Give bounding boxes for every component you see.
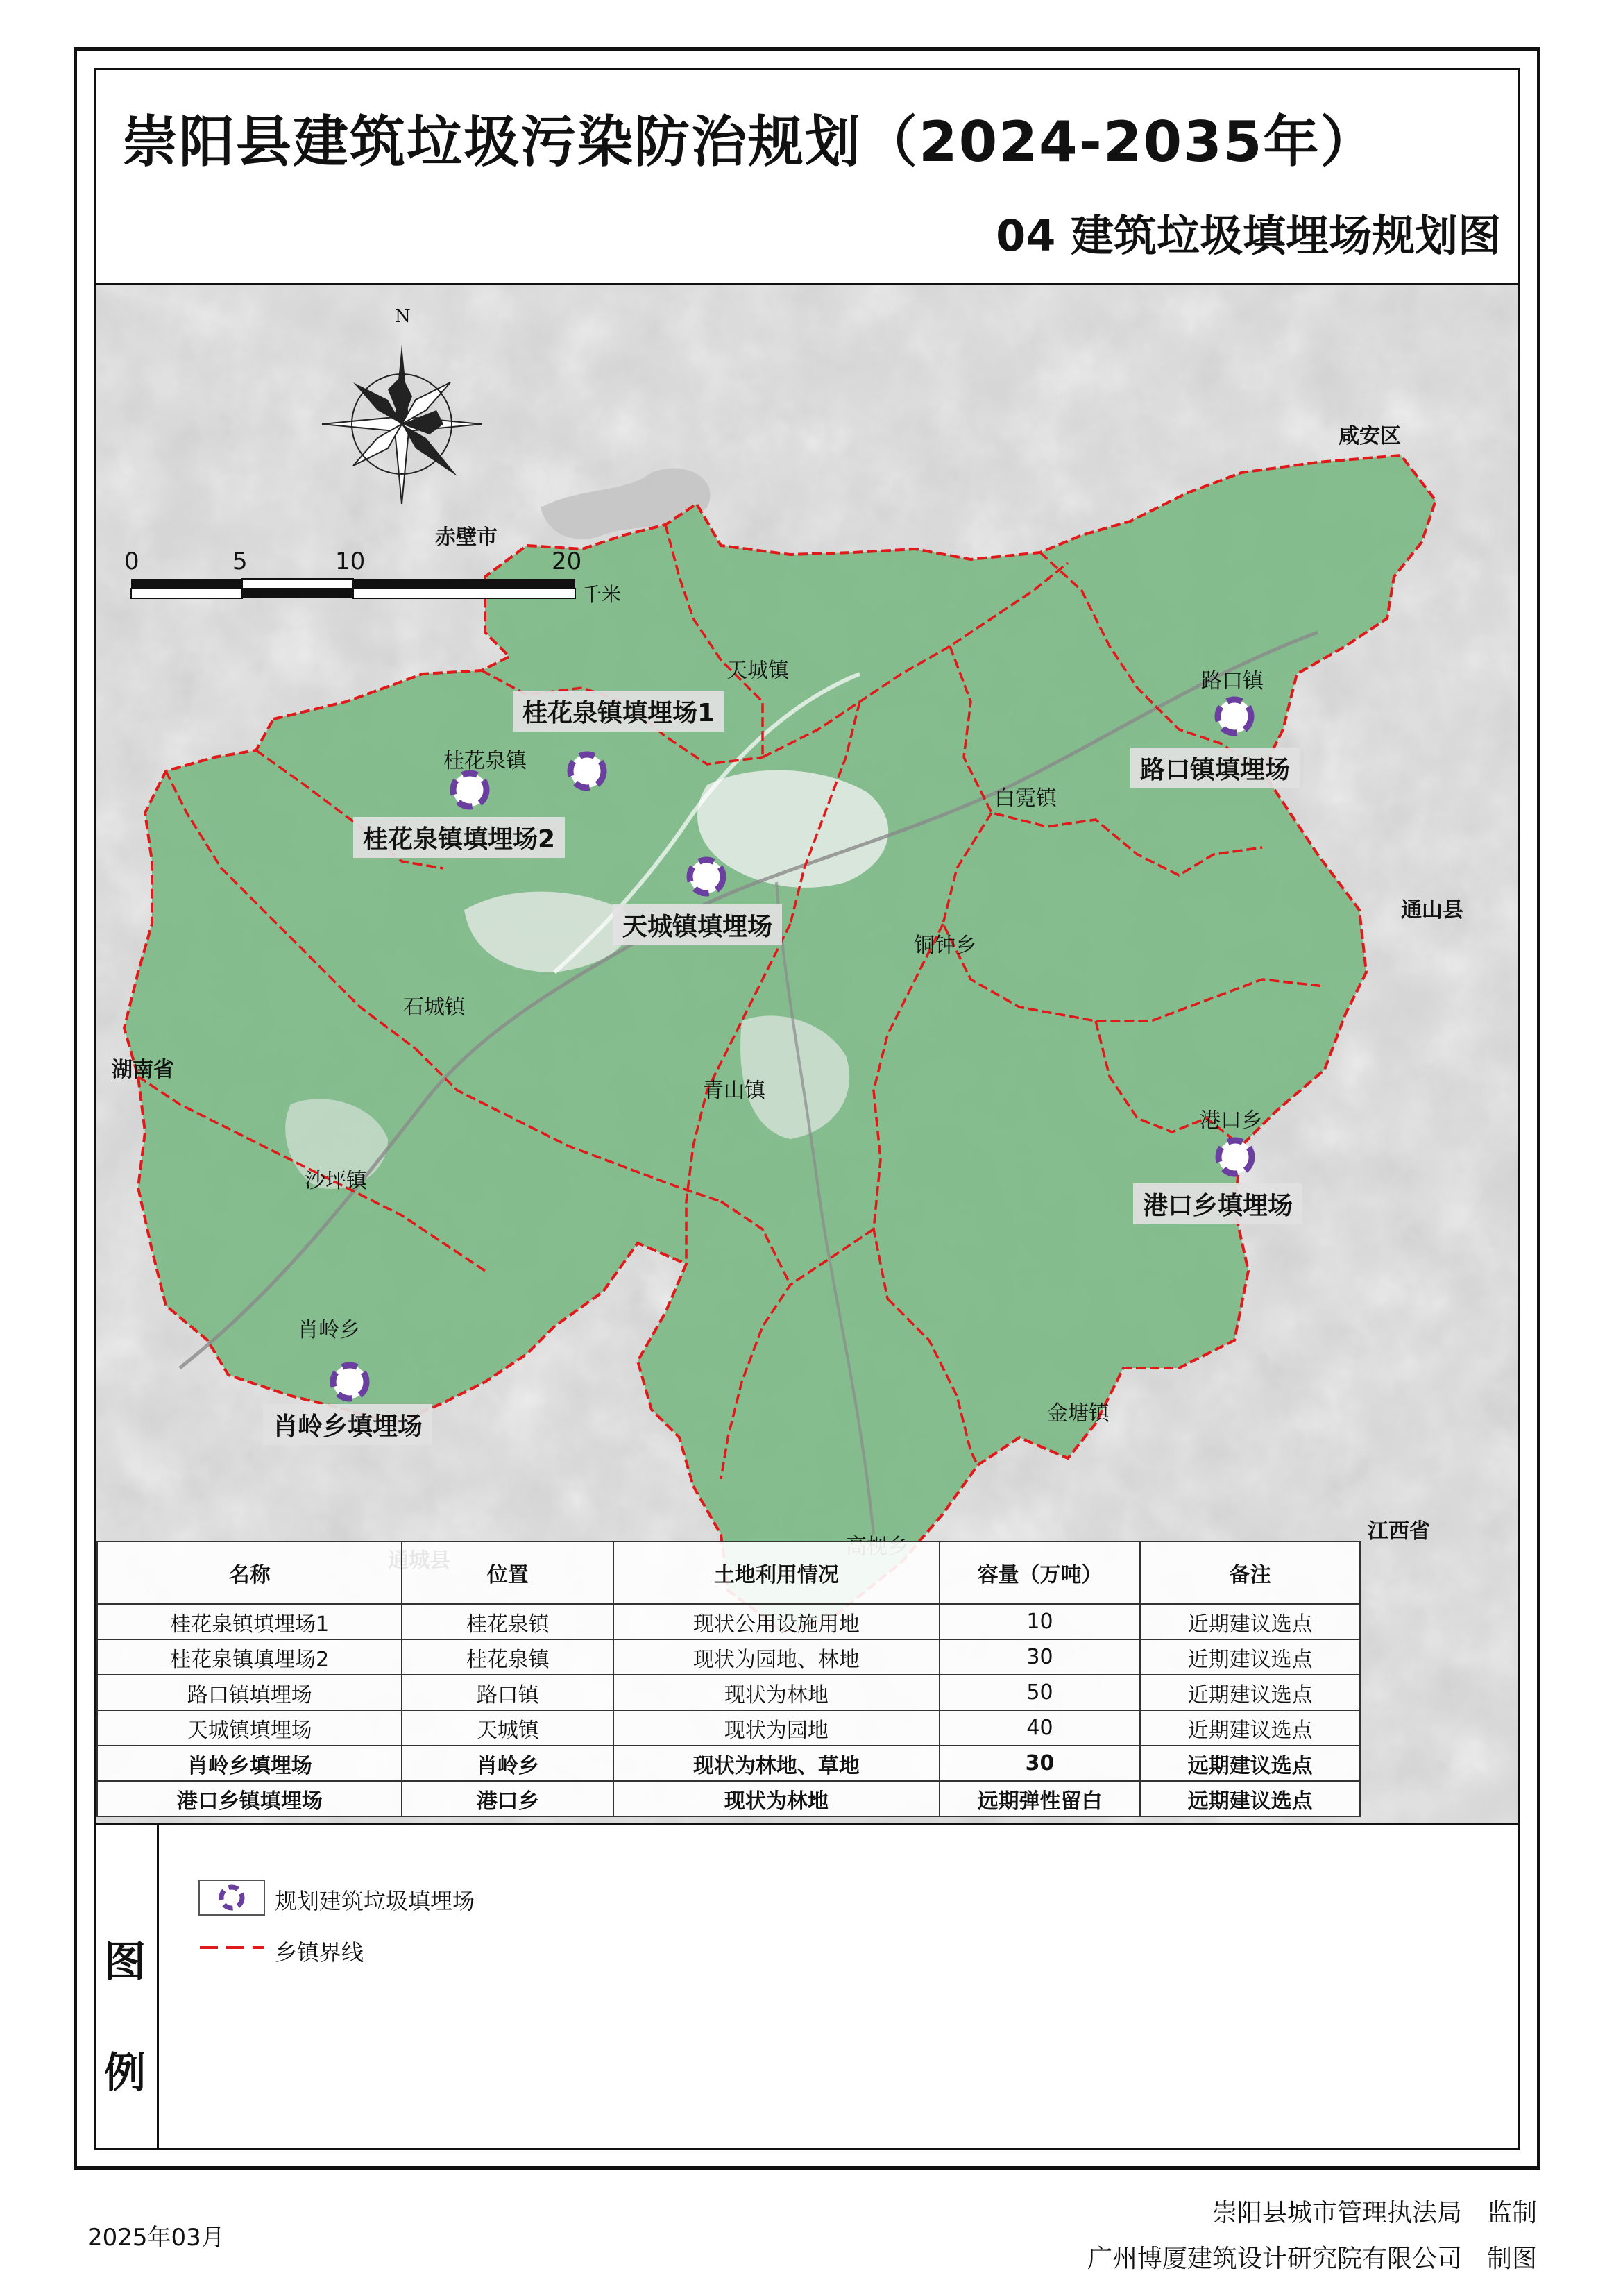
footer-date: 2025年03月 [87, 2224, 225, 2252]
table-cell-location: 港口乡 [402, 1781, 613, 1816]
legend-divider [94, 1823, 1520, 1825]
table-cell-name: 路口镇填埋场 [97, 1675, 402, 1710]
footer-supervisor: 崇阳县城市管理执法局 监制 [1212, 2199, 1537, 2227]
table-cell-land-use: 现状为林地 [613, 1781, 939, 1816]
table-cell-capacity: 30 [940, 1639, 1141, 1675]
table-cell-capacity: 10 [940, 1604, 1141, 1639]
neighbor-tongshan: 通山县 [1401, 898, 1463, 922]
legend-heading-bottom: 例 [104, 2049, 146, 2097]
legend-heading-top: 图 [104, 1938, 146, 1986]
site-marker-ghq2 [453, 773, 486, 807]
sites-table [96, 1541, 1361, 1817]
sites-table-wrap [96, 1541, 1361, 1817]
site-marker-gangkou [1218, 1140, 1252, 1174]
table-cell-name: 桂花泉镇填埋场2 [97, 1639, 402, 1675]
site-marker-ghq1 [570, 754, 604, 788]
table-cell-note: 近期建议选点 [1140, 1639, 1360, 1675]
neighbor-chibi: 赤壁市 [435, 525, 498, 550]
scale-tick-20: 20 [552, 548, 582, 575]
table-cell-note: 远期建议选点 [1140, 1781, 1360, 1816]
site-label-lukou: 路口镇填埋场 [1130, 748, 1300, 788]
table-cell-note: 近期建议选点 [1140, 1604, 1360, 1639]
town-tongzhong: 铜钟乡 [914, 934, 976, 958]
table-row [97, 1675, 1360, 1710]
table-row [97, 1781, 1360, 1816]
table-cell-capacity: 40 [940, 1710, 1141, 1746]
table-cell-name: 港口乡镇填埋场 [97, 1781, 402, 1816]
site-label-gangkou: 港口乡填埋场 [1133, 1183, 1302, 1224]
scale-unit: 千米 [582, 583, 622, 606]
site-label-xiaoling: 肖岭乡填埋场 [263, 1404, 432, 1445]
legend-site-symbol [198, 1880, 265, 1916]
table-row [97, 1746, 1360, 1781]
scale-bar [131, 579, 575, 598]
table-row [97, 1639, 1360, 1675]
table-header: 位置 [402, 1542, 613, 1604]
table-cell-name: 桂花泉镇填埋场1 [97, 1604, 402, 1639]
table-header: 容量（万吨） [940, 1542, 1141, 1604]
table-cell-location: 路口镇 [402, 1675, 613, 1710]
table-cell-land-use: 现状公用设施用地 [613, 1604, 939, 1639]
table-cell-capacity: 50 [940, 1675, 1141, 1710]
table-cell-location: 桂花泉镇 [402, 1639, 613, 1675]
scale-tick-5: 5 [232, 548, 248, 575]
legend-site-label: 规划建筑垃圾填埋场 [275, 1888, 475, 1914]
town-tiancheng: 天城镇 [726, 659, 789, 683]
table-cell-note: 远期建议选点 [1140, 1746, 1360, 1781]
scale-tick-10: 10 [335, 548, 366, 575]
town-guihuaquan: 桂花泉镇 [443, 749, 527, 773]
table-row [97, 1710, 1360, 1746]
table-cell-name: 肖岭乡填埋场 [97, 1746, 402, 1781]
footer-maker: 广州博厦建筑设计研究院有限公司 制图 [1087, 2245, 1537, 2273]
town-bailin: 白霓镇 [994, 786, 1057, 811]
neighbor-jiangxi: 江西省 [1368, 1519, 1430, 1544]
town-gangkou: 港口乡 [1200, 1108, 1262, 1133]
town-shicheng: 石城镇 [403, 995, 466, 1020]
compass-north-label: N [395, 306, 411, 327]
table-cell-note: 近期建议选点 [1140, 1710, 1360, 1746]
site-marker-tiancheng [690, 860, 723, 893]
town-shaping: 沙坪镇 [305, 1169, 367, 1193]
table-cell-note: 近期建议选点 [1140, 1675, 1360, 1710]
legend-heading [94, 1825, 159, 2148]
table-cell-location: 桂花泉镇 [402, 1604, 613, 1639]
table-cell-land-use: 现状为林地、草地 [613, 1746, 939, 1781]
map-subtitle: 04 建筑垃圾填埋场规划图 [996, 210, 1501, 261]
table-header: 土地利用情况 [613, 1542, 939, 1604]
town-lukou: 路口镇 [1201, 669, 1264, 693]
site-label-ghq1: 桂花泉镇填埋场1 [513, 691, 724, 732]
scale-tick-0: 0 [124, 548, 139, 575]
table-cell-land-use: 现状为园地 [613, 1710, 939, 1746]
table-cell-land-use: 现状为林地 [613, 1675, 939, 1710]
neighbor-xianan: 咸安区 [1339, 424, 1401, 448]
legend-boundary-symbol [198, 1941, 265, 1955]
table-row [97, 1604, 1360, 1639]
site-marker-lukou [1218, 700, 1251, 733]
table-cell-location: 天城镇 [402, 1710, 613, 1746]
site-label-ghq2: 桂花泉镇填埋场2 [353, 817, 565, 858]
map-title: 崇阳县建筑垃圾污染防治规划（2024-2035年） [122, 110, 1377, 174]
table-header: 名称 [97, 1542, 402, 1604]
town-xiaoling: 肖岭乡 [298, 1318, 360, 1342]
neighbor-hunan: 湖南省 [112, 1058, 174, 1082]
town-qingshan: 青山镇 [703, 1079, 765, 1103]
legend-boundary-label: 乡镇界线 [275, 1939, 364, 1966]
site-marker-xiaoling [333, 1365, 366, 1399]
town-jintang: 金塘镇 [1047, 1401, 1110, 1426]
table-cell-capacity: 30 [940, 1746, 1141, 1781]
table-cell-location: 肖岭乡 [402, 1746, 613, 1781]
table-header: 备注 [1140, 1542, 1360, 1604]
site-label-tiancheng: 天城镇填埋场 [613, 904, 782, 945]
table-cell-capacity: 远期弹性留白 [940, 1781, 1141, 1816]
table-cell-name: 天城镇填埋场 [97, 1710, 402, 1746]
table-cell-land-use: 现状为园地、林地 [613, 1639, 939, 1675]
table-header-row [97, 1542, 1360, 1604]
